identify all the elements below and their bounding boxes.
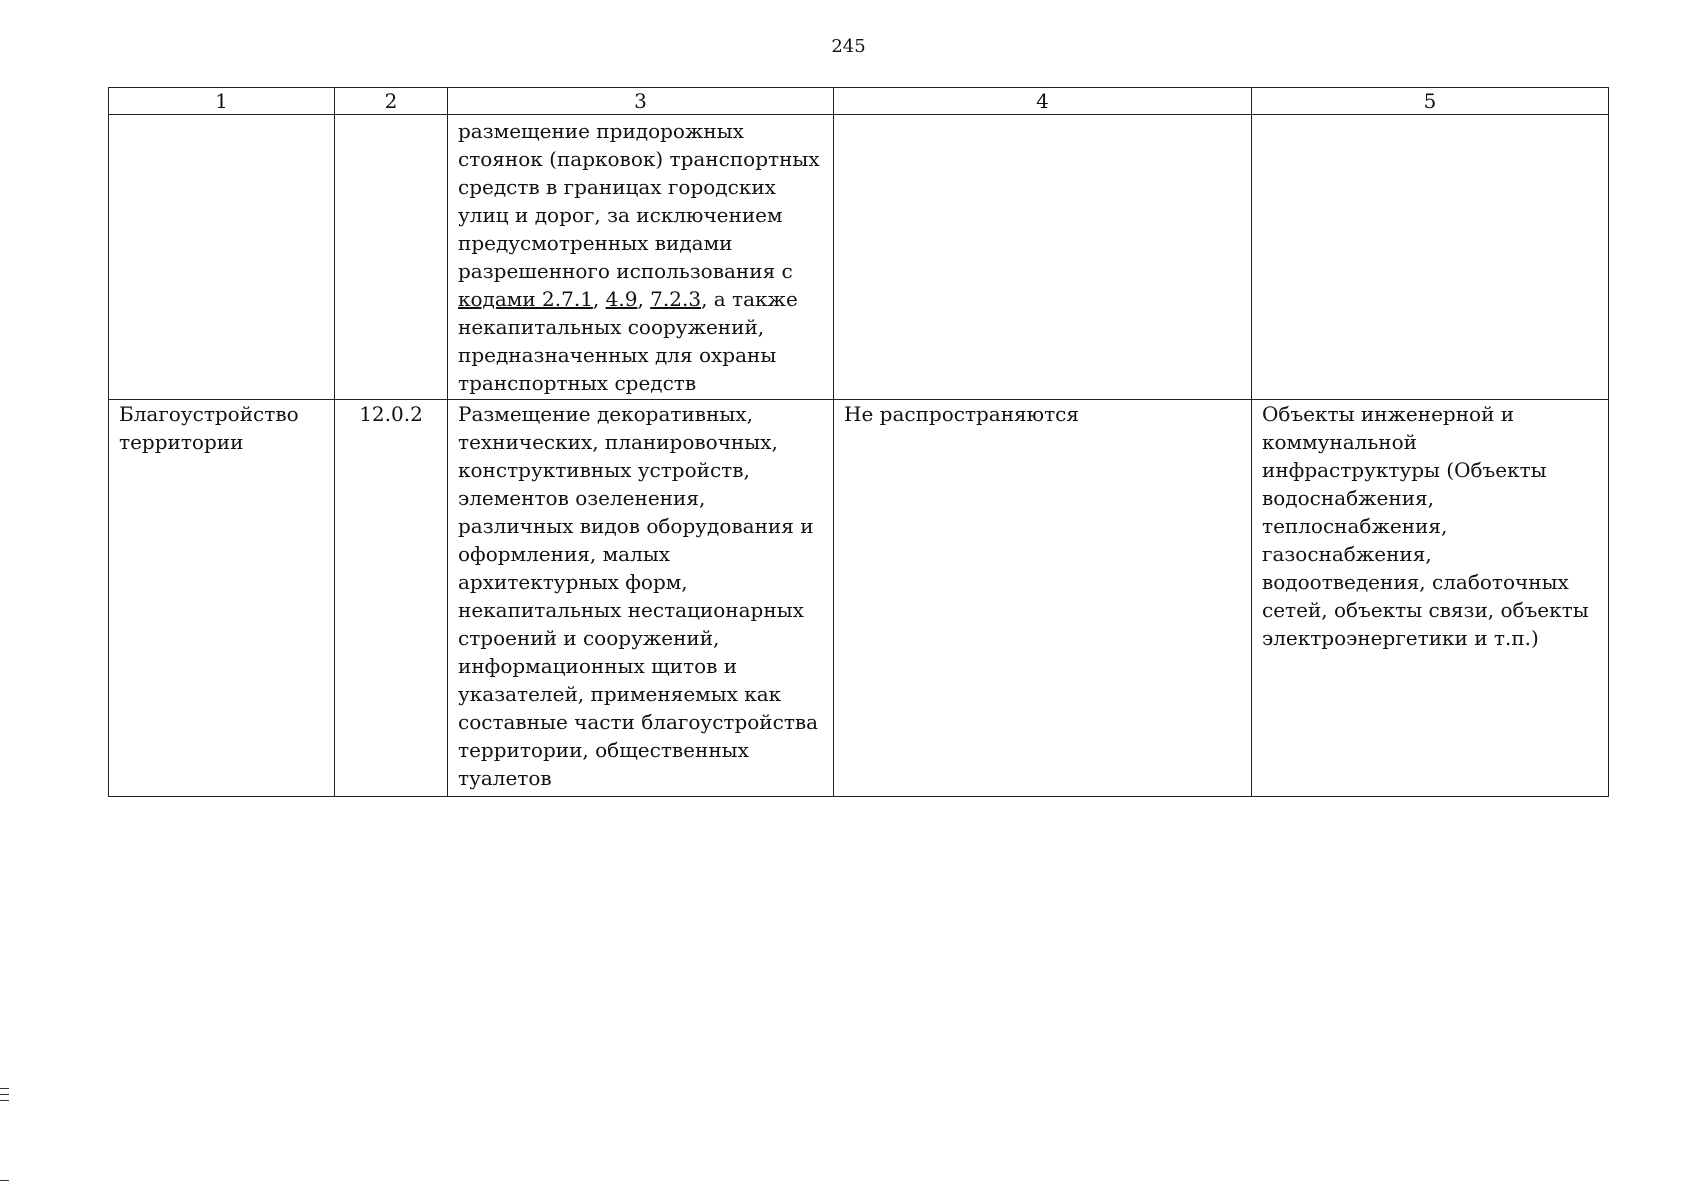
- cell-auxiliary-uses: Объекты инженерной и коммунальной инфраструктуры (Объекты водоснабжения, теплоснабжения, газоснабжения, водоотведения, слаботочных сетей, объекты связи, объекты электроэнергетики и т.п.): [1252, 400, 1609, 797]
- table-row-landscaping: [109, 400, 1609, 797]
- header-col-4: 4: [834, 88, 1252, 115]
- header-col-1: 1: [109, 88, 335, 115]
- cell-use-name: Благоустройство территории: [109, 400, 335, 797]
- cell-use-name: [109, 115, 335, 400]
- scan-edge-mark: [0, 1100, 9, 1101]
- cell-use-code: [335, 115, 448, 400]
- cell-use-description: Размещение декоративных, технических, планировочных, конструктивных устройств, элементов озеленения, различных видов оборудования и оформления, малых архитектурных форм, некапитальных нестационарных строений и сооружений, информационных щитов и указателей, применяемых как составные части благоустройства территории, общественных туалетов: [448, 400, 834, 797]
- code-link-2-7-1[interactable]: кодами 2.7.1: [458, 287, 593, 311]
- separator: ,: [637, 287, 651, 311]
- code-link-7-2-3[interactable]: 7.2.3: [650, 287, 702, 311]
- header-col-5: 5: [1252, 88, 1609, 115]
- scan-edge-mark: [0, 1094, 9, 1095]
- land-use-table: [108, 87, 1609, 797]
- cell-parameters: [834, 115, 1252, 400]
- scan-edge-mark: [0, 1088, 9, 1089]
- table-row-continuation: [109, 115, 1609, 400]
- header-col-3: 3: [448, 88, 834, 115]
- description-text: размещение придорожных стоянок (парковок) транспортных средств в границах городских улиц и дорог, за исключением предусмотренных видами разрешенного использования с: [458, 119, 820, 283]
- header-col-2: 2: [335, 88, 448, 115]
- description-text: , а также некапитальных сооружений, предназначенных для охраны транспортных средств: [458, 287, 798, 395]
- cell-use-code: 12.0.2: [335, 400, 448, 797]
- cell-auxiliary-uses: [1252, 115, 1609, 400]
- cell-use-description: [448, 115, 834, 400]
- code-link-4-9[interactable]: 4.9: [605, 287, 638, 311]
- separator: ,: [592, 287, 606, 311]
- header-row: [109, 88, 1609, 115]
- scan-edge-mark: [0, 1180, 9, 1181]
- cell-parameters: Не распространяются: [834, 400, 1252, 797]
- page-number: 245: [831, 36, 866, 57]
